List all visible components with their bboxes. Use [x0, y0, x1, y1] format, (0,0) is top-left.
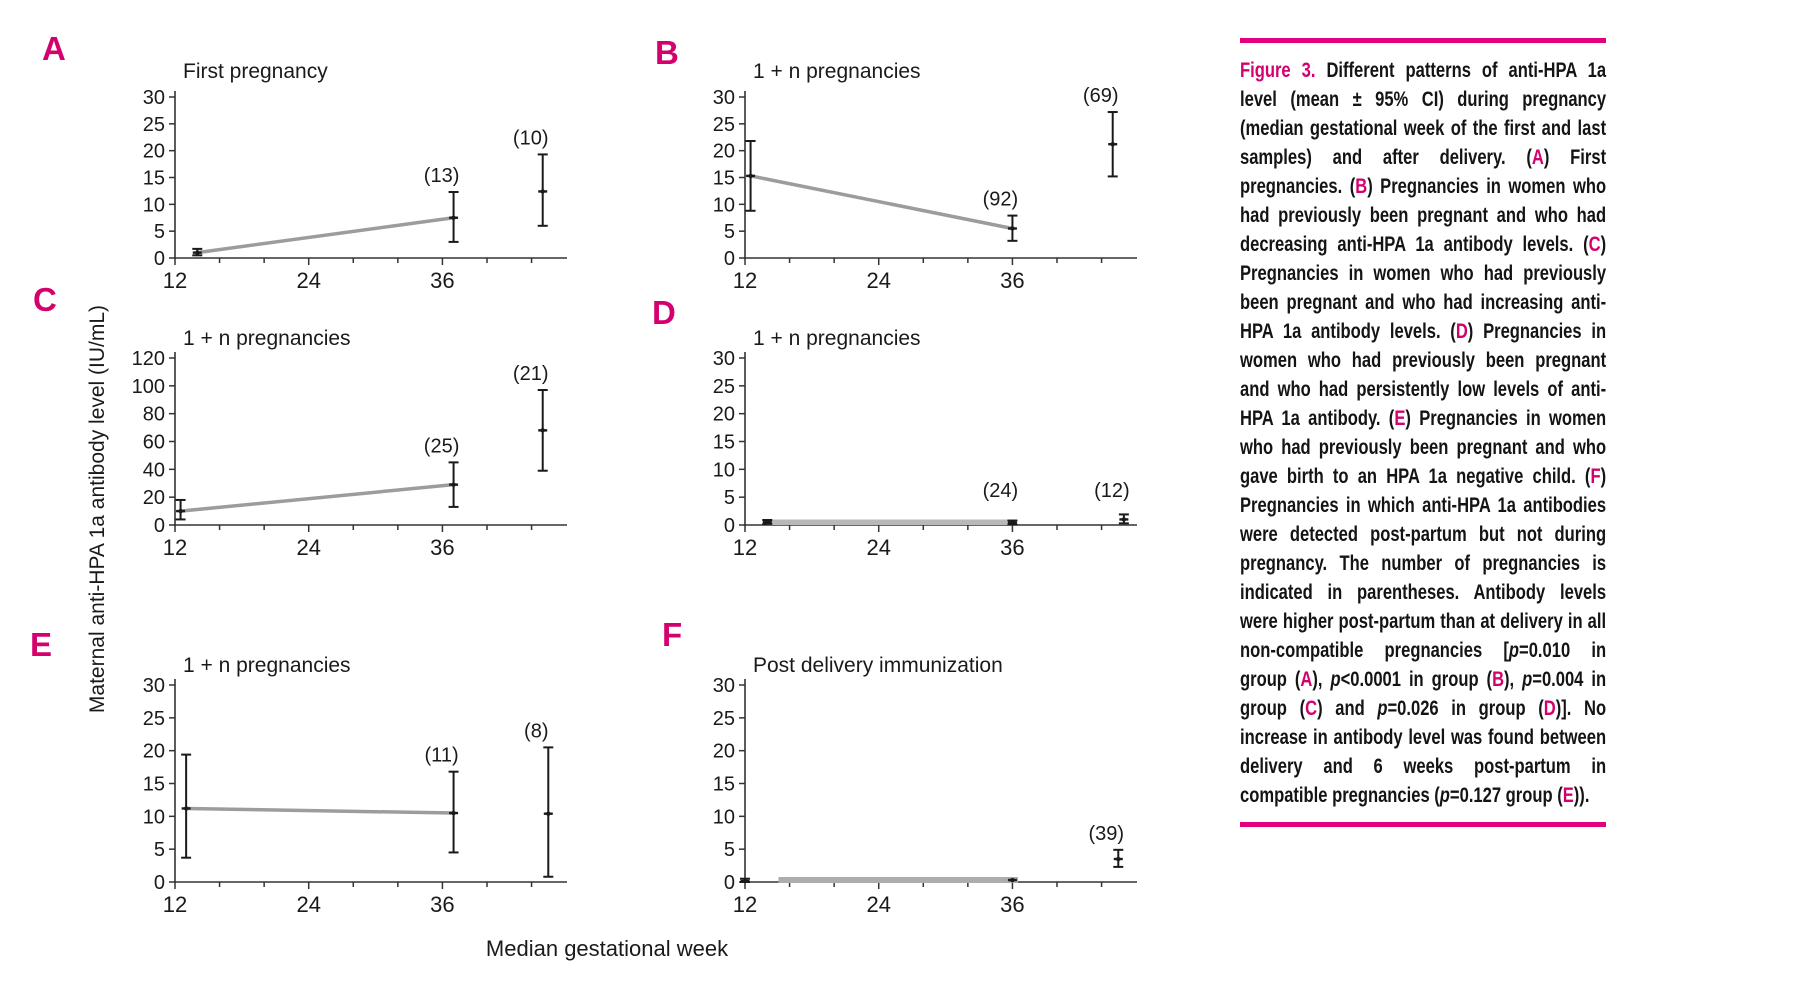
caption-accent-text: B [1355, 175, 1368, 198]
y-tick-label: 80 [142, 403, 165, 426]
y-tick-label: 20 [142, 140, 165, 163]
mean-marker-dot [743, 879, 747, 883]
y-tick-label: 0 [723, 515, 735, 537]
caption-accent-text: B [1492, 668, 1505, 691]
panel-title: 1 + n pregnancies [753, 327, 921, 350]
y-tick-label: 15 [142, 773, 165, 796]
y-tick-label: 20 [142, 740, 165, 763]
figure-caption [1240, 38, 1606, 827]
y-tick-label: 5 [723, 221, 735, 244]
y-axis-label: Maternal anti-HPA 1a antibody level (IU/mL) [86, 304, 109, 714]
n-count-label: (11) [424, 744, 459, 767]
y-tick-label: 30 [142, 87, 165, 109]
y-tick-label: 5 [723, 839, 735, 862]
caption-body-text: p [1439, 784, 1450, 807]
caption-accent-text: F [1590, 465, 1601, 488]
y-tick-label: 0 [723, 248, 735, 270]
caption-body-text: ), [1504, 668, 1523, 691]
panel-letter-f: F [662, 616, 683, 653]
y-tick-label: 30 [712, 675, 735, 697]
y-tick-label: 15 [712, 167, 735, 190]
mean-marker-dot [1010, 521, 1014, 525]
caption-body-text: =0.127 group ( [1449, 784, 1563, 807]
trend-line [186, 808, 453, 813]
x-tick-label: 36 [1000, 268, 1025, 293]
mean-marker-dot [1111, 142, 1115, 146]
caption-accent-text: A [1300, 668, 1313, 691]
caption-accent-text: Figure 3. [1240, 59, 1327, 82]
y-tick-label: 0 [153, 872, 165, 894]
caption-body-text: <0.0001 in group ( [1340, 668, 1493, 691]
x-tick-label: 24 [296, 535, 321, 560]
y-tick-label: 10 [712, 194, 735, 217]
mean-marker-dot [451, 482, 455, 486]
panel-title: Post delivery immunization [753, 654, 1003, 677]
n-count-label: (24) [982, 480, 1019, 502]
y-tick-label: 10 [142, 194, 165, 217]
caption-accent-text: E [1394, 407, 1406, 430]
caption-text [1240, 56, 1606, 810]
mean-marker-dot [1116, 857, 1120, 861]
panel-letter-e: E [30, 626, 53, 663]
mean-marker-dot [451, 811, 455, 815]
x-axis-label: Median gestational week [485, 936, 729, 961]
y-tick-label: 10 [712, 806, 735, 829]
caption-accent-text: A [1531, 146, 1544, 169]
mean-marker-dot [1122, 517, 1126, 521]
y-tick-label: 10 [712, 459, 735, 482]
caption-bottom-rule [1240, 822, 1606, 827]
n-count-label: (13) [423, 164, 460, 187]
n-count-label: (69) [1082, 85, 1119, 108]
caption-body-text: =0.010 in group ( [1240, 639, 1607, 691]
panel-title: 1 + n pregnancies [183, 327, 351, 350]
y-tick-label: 5 [723, 487, 735, 510]
caption-body-text: p [1330, 668, 1341, 691]
caption-body-text: )]. No increase in antibody level was found between delivery and 6 weeks post-partum in compatible pregnancies ( [1240, 697, 1607, 807]
mean-marker-dot [541, 428, 545, 432]
caption-body-text: =0.026 in group ( [1387, 697, 1544, 720]
n-count-label: (10) [512, 127, 549, 150]
panel-f-plot [670, 620, 1170, 932]
y-tick-label: 20 [142, 487, 165, 510]
y-tick-label: 0 [153, 515, 165, 537]
caption-body-text: ) Pregnancies in women who had previously been pregnant and who had decreasing anti-HPA 1a antibody levels. ( [1240, 175, 1607, 256]
caption-top-rule [1240, 38, 1606, 43]
mean-marker-dot [1010, 878, 1014, 882]
y-tick-label: 20 [712, 140, 735, 163]
y-tick-label: 15 [712, 431, 735, 454]
x-tick-label: 12 [162, 268, 188, 293]
panel-e-plot [100, 620, 600, 932]
x-tick-label: 24 [866, 268, 891, 293]
caption-body-text: ), [1312, 668, 1331, 691]
mean-marker-dot [748, 174, 752, 178]
panel-title: First pregnancy [183, 60, 328, 83]
y-tick-label: 15 [712, 773, 735, 796]
y-tick-label: 25 [712, 113, 735, 136]
y-tick-label: 25 [142, 113, 165, 136]
y-tick-label: 60 [142, 431, 165, 454]
trend-line [751, 176, 1013, 229]
panel-letter-b: B [655, 34, 679, 71]
y-tick-label: 20 [712, 403, 735, 426]
y-tick-label: 10 [142, 806, 165, 829]
panel-c-plot [100, 295, 600, 607]
x-tick-label: 36 [430, 892, 455, 917]
caption-body-text: p [1508, 639, 1520, 662]
panel-title: 1 + n pregnancies [753, 60, 921, 83]
y-tick-label: 0 [723, 872, 735, 894]
panel-letter-c: C [33, 281, 57, 318]
caption-accent-text: C [1588, 233, 1601, 256]
panel-letter-a: A [42, 30, 66, 67]
caption-accent-text: D [1543, 697, 1556, 720]
caption-body-text: ) First pregnancies. ( [1240, 146, 1607, 198]
trend-line [181, 485, 454, 511]
y-tick-label: 40 [142, 459, 165, 482]
mean-marker-dot [765, 520, 769, 524]
caption-accent-text: D [1455, 320, 1468, 343]
x-tick-label: 36 [1000, 535, 1025, 560]
y-tick-label: 120 [131, 348, 165, 370]
caption-body-text: =0.004 in group ( [1240, 668, 1607, 720]
y-tick-label: 30 [142, 675, 165, 697]
y-tick-label: 20 [712, 740, 735, 763]
caption-body-text: ) and [1317, 697, 1378, 720]
x-tick-label: 24 [866, 892, 891, 917]
n-count-label: (12) [1094, 480, 1130, 502]
caption-body-text: ) Pregnancies in which anti-HPA 1a antibodies were detected post-partum but not during pregnancy. The number of pregnancies is indicated in parentheses. Antibody levels were higher post-partum than at delivery in all non-compatible pregnancies [ [1240, 465, 1607, 662]
x-tick-label: 12 [162, 892, 188, 917]
n-count-label: (92) [982, 188, 1019, 211]
caption-body-text: ) Pregnancies in women who had previously been pregnant and who had persistently low levels of anti-HPA 1a antibody. ( [1240, 320, 1607, 430]
x-tick-label: 36 [1000, 892, 1025, 917]
x-tick-label: 24 [296, 892, 321, 917]
caption-body-text: p [1377, 697, 1388, 720]
panel-d-plot [670, 295, 1170, 607]
mean-marker-dot [546, 812, 550, 816]
n-count-label: (25) [423, 435, 460, 458]
x-tick-label: 12 [732, 268, 758, 293]
caption-body-text: ) Pregnancies in women who had previously been pregnant and who had increasing anti-HPA 1a antibody levels. ( [1240, 233, 1607, 343]
caption-body-text: )). [1573, 784, 1590, 807]
mean-marker-dot [184, 806, 188, 810]
panel-letter-d: D [652, 294, 676, 331]
caption-accent-text: E [1562, 784, 1574, 807]
mean-marker-dot [178, 509, 182, 513]
y-tick-label: 25 [712, 707, 735, 730]
y-tick-label: 5 [153, 221, 165, 244]
x-tick-label: 12 [732, 535, 758, 560]
caption-body-text: Different patterns of anti-HPA 1a level (mean ± 95% CI) during pregnancy (median gestational week of the first and last samples) and after delivery. ( [1240, 59, 1607, 169]
trend-line [197, 218, 453, 253]
n-count-label: (21) [512, 363, 549, 386]
mean-marker-dot [451, 216, 455, 220]
x-tick-label: 36 [430, 268, 455, 293]
y-tick-label: 25 [142, 707, 165, 730]
panel-title: 1 + n pregnancies [183, 654, 351, 677]
y-tick-label: 30 [712, 87, 735, 109]
x-tick-label: 12 [732, 892, 758, 917]
x-tick-label: 36 [430, 535, 455, 560]
caption-body-text: p [1522, 668, 1533, 691]
y-tick-label: 15 [142, 167, 165, 190]
n-count-label: (39) [1088, 822, 1125, 845]
mean-marker-dot [1010, 226, 1014, 230]
y-tick-label: 100 [131, 375, 165, 398]
y-tick-label: 0 [153, 248, 165, 270]
x-tick-label: 24 [296, 268, 321, 293]
caption-accent-text: C [1305, 697, 1318, 720]
x-tick-label: 24 [866, 535, 891, 560]
y-tick-label: 30 [712, 348, 735, 370]
n-count-label: (8) [524, 720, 549, 743]
mean-marker-dot [195, 250, 199, 254]
y-tick-label: 25 [712, 375, 735, 398]
x-tick-label: 12 [162, 535, 188, 560]
mean-marker-dot [541, 189, 545, 193]
caption-body-text: ) Pregnancies in women who had previously been pregnant and who gave birth to an HPA 1a negative child. ( [1240, 407, 1607, 488]
y-tick-label: 5 [153, 839, 165, 862]
